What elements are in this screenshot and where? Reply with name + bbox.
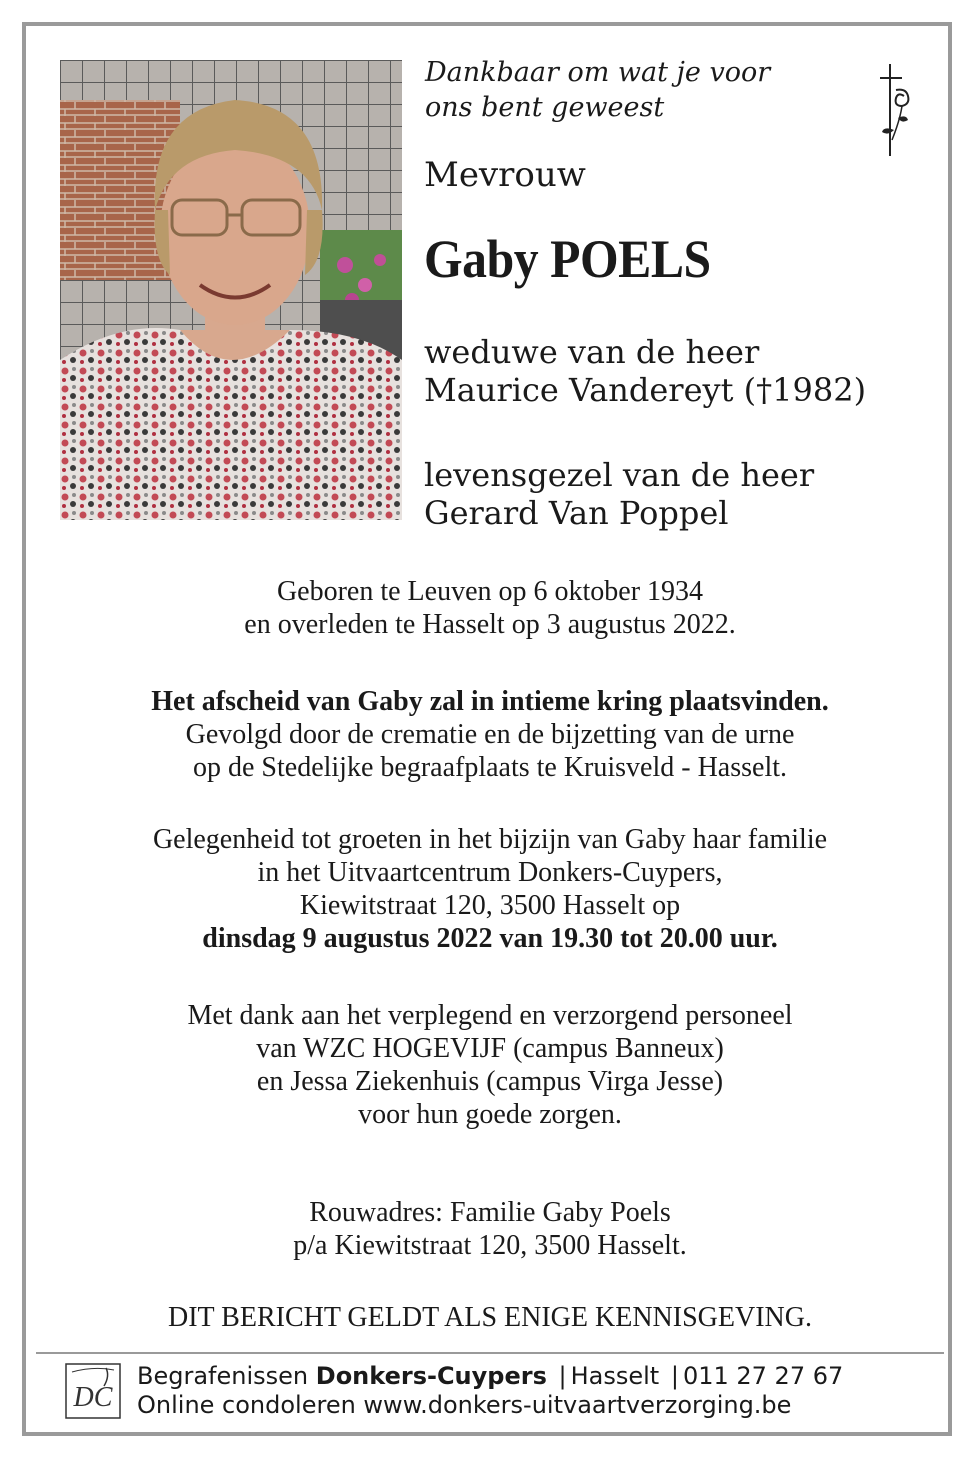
info-line: Met dank aan het verplegend en verzorgend personeel [187,1000,793,1031]
relation-line: levensgezel van de heer [424,456,815,494]
funeral-home-logo [64,1362,122,1420]
info-line: p/a Kiewitstraat 120, 3500 Hasselt. [293,1230,687,1261]
info-line: Gelegenheid tot groeten in het bijzijn van Gaby haar familie [152,824,828,855]
info-line: en Jessa Ziekenhuis (campus Virga Jesse) [256,1066,724,1097]
info-line: en overleden te Hasselt op 3 augustus 2022. [244,609,736,640]
relation-line: Gerard Van Poppel [424,494,729,532]
farewell-info [40,685,940,784]
notice-line: DIT BERICHT GELDT ALS ENIGE KENNISGEVING. [168,1302,812,1333]
info-line: Kiewitstraat 120, 3500 Hasselt op [299,890,681,921]
info-line: Geboren te Leuven op 6 oktober 1934 [276,576,704,607]
info-line: Gevolgd door de crematie en de bijzetting van de urne [185,719,795,750]
deceased-name: Gaby POELS [424,229,711,289]
motto-line: ons bent geweest [425,92,665,123]
title-word: Mevrouw [424,155,586,195]
motto-line: Dankbaar om wat je voor [425,57,771,88]
info-line: van WZC HOGEVIJF (campus Banneux) [256,1033,724,1064]
info-line: in het Uitvaartcentrum Donkers-Cuypers, [257,857,723,888]
mourning-address [40,1196,940,1262]
relation-line: Maurice Vandereyt (†1982) [424,371,867,409]
motto [425,55,845,125]
thanks-info [40,999,940,1131]
footer-prefix: Begrafenissen [137,1362,309,1390]
visitation-info [40,823,940,955]
footer-separator: | [558,1362,567,1390]
birth-death-info [40,575,940,641]
info-line: op de Stedelijke begraafplaats te Kruisveld - Hasselt. [192,752,788,783]
footer-phone: 011 27 27 67 [682,1362,844,1390]
relation-spouse [424,333,944,409]
info-line: Rouwadres: Familie Gaby Poels [309,1197,671,1228]
footer-city: Hasselt [570,1362,660,1390]
cross-with-rose-icon [872,60,922,160]
footer-separator: | [670,1362,679,1390]
footer-company: Donkers-Cuypers [315,1362,547,1390]
relation-line: weduwe van de heer [424,333,760,371]
funeral-home-footer [137,1362,843,1420]
portrait-photo [60,60,402,520]
notice-text [40,1301,940,1334]
farewell-headline: Het afscheid van Gaby zal in intieme kring plaatsvinden. [151,686,829,717]
footer-divider [36,1352,944,1354]
footer-online-condolence[interactable]: Online condoleren www.donkers-uitvaartverzorging.be [137,1391,792,1419]
footer-line [137,1362,843,1391]
relation-partner [424,456,944,532]
info-line: voor hun goede zorgen. [358,1099,622,1130]
visitation-datetime: dinsdag 9 augustus 2022 van 19.30 tot 20.00 uur. [202,923,778,954]
logo-letters: DC [73,1382,113,1413]
